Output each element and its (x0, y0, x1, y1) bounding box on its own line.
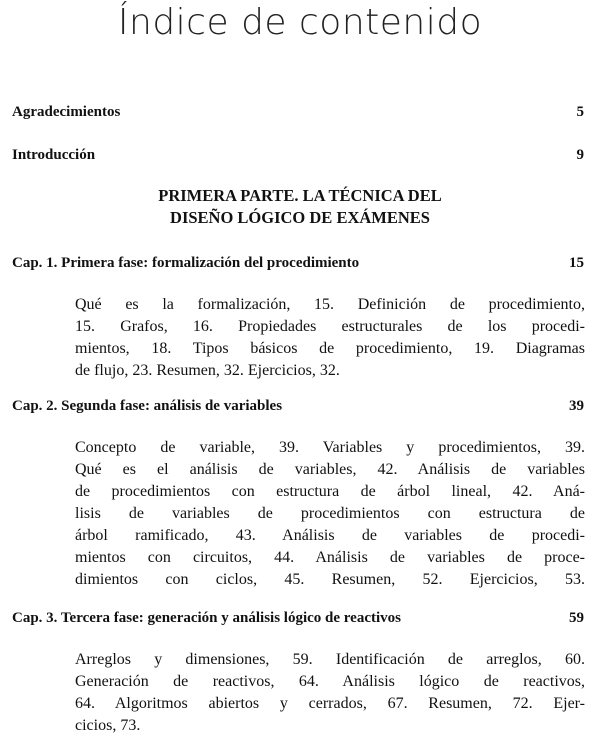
summary-line: dimientos con ciclos, 45. Resumen, 52. Ejercicios, 53. (75, 571, 585, 588)
summary-line: Arreglos y dimensiones, 59. Identificación de arreglos, 60. (75, 651, 585, 668)
summary-line: 15. Grafos, 16. Propiedades estructurales de los procedi- (75, 318, 585, 335)
summary-line: Concepto de variable, 39. Variables y procedimientos, 39. (75, 439, 585, 456)
toc-entry-agradecimientos[interactable] (12, 104, 584, 121)
summary-line: árbol ramificado, 43. Análisis de variables de procedi- (75, 527, 585, 544)
toc-entry-page: 59 (569, 610, 584, 626)
toc-entry-page: 9 (576, 147, 584, 163)
toc-entry-page: 5 (576, 104, 584, 120)
toc-entry-label: Agradecimientos (12, 104, 121, 120)
chapter-3-summary (75, 649, 585, 737)
toc-entry-label: Introducción (12, 147, 96, 163)
summary-line: de flujo, 23. Resumen, 32. Ejercicios, 32. (75, 362, 340, 379)
toc-entry-page: 15 (569, 255, 584, 271)
toc-entry-label: Cap. 1. Primera fase: formalización del procedimiento (12, 255, 360, 271)
summary-line: mientos, 18. Tipos básicos de procedimiento, 19. Diagramas (75, 340, 585, 357)
page-title: Índice de contenido (117, 2, 483, 43)
toc-entry-introduccion[interactable] (12, 147, 584, 164)
toc-entry-label: Cap. 2. Segunda fase: análisis de variables (12, 398, 283, 414)
summary-line: cicios, 73. (75, 717, 141, 734)
part-heading-line: PRIMERA PARTE. LA TÉCNICA DEL (158, 186, 442, 205)
toc-entry-label: Cap. 3. Tercera fase: generación y análisis lógico de reactivos (12, 610, 401, 626)
summary-line: Qué es la formalización, 15. Definición de procedimiento, (75, 296, 585, 313)
summary-line: Qué es el análisis de variables, 42. Análisis de variables (75, 461, 585, 478)
summary-line: lisis de variables de procedimientos con estructura de (75, 505, 585, 522)
summary-line: Generación de reactivos, 64. Análisis lógico de reactivos, (75, 673, 585, 690)
summary-line: de procedimientos con estructura de árbol lineal, 42. Aná- (75, 483, 585, 500)
summary-line: mientos con circuitos, 44. Análisis de variables de proce- (75, 549, 585, 566)
toc-entry-cap1[interactable] (12, 255, 584, 272)
toc-entry-cap3[interactable] (12, 610, 584, 627)
toc-entry-page: 39 (569, 398, 584, 414)
chapter-2-summary (75, 437, 585, 591)
chapter-1-summary (75, 294, 585, 382)
toc-entry-cap2[interactable] (12, 398, 584, 415)
summary-line: 64. Algoritmos abiertos y cerrados, 67. Resumen, 72. Ejer- (75, 695, 585, 712)
part-heading-line: DISEÑO LÓGICO DE EXÁMENES (170, 208, 430, 227)
part-heading (0, 185, 600, 229)
